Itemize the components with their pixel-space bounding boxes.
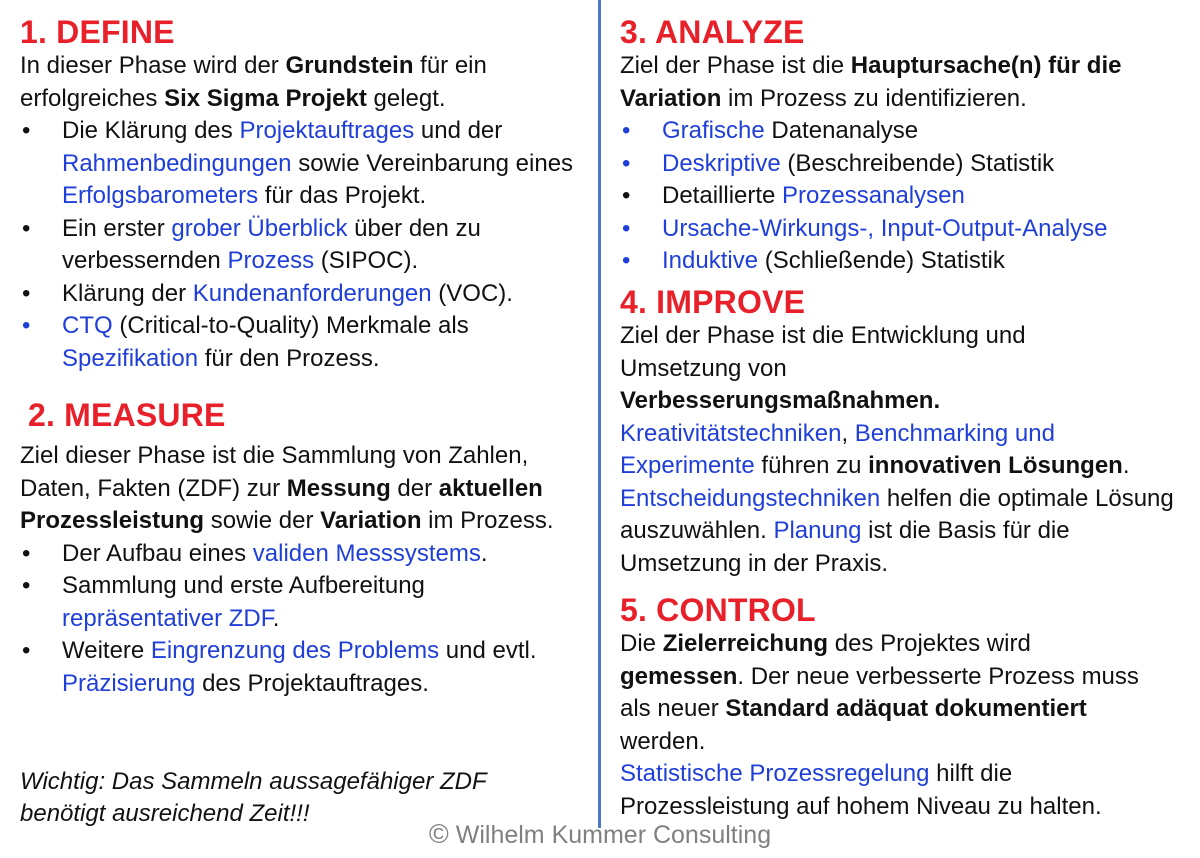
text-run: sowie Vereinbarung eines: [291, 149, 574, 177]
bold-text: Verbesserungsmaßnahmen.: [620, 387, 941, 414]
bold-text: Six Sigma Projekt: [164, 84, 367, 112]
text-run: .: [480, 539, 488, 567]
text-run: (Beschreibende) Statistik: [780, 149, 1055, 177]
measure-heading: 2. MEASURE: [28, 397, 226, 433]
keyword-text: Kreativitätstechniken: [620, 419, 842, 447]
bullet-item: [20, 310, 582, 375]
text-run: Datenanalyse: [764, 117, 919, 144]
measure-body: [20, 440, 582, 700]
bullet-item: [20, 538, 582, 571]
text-run: der: [390, 474, 439, 502]
bullet-item: [620, 148, 1195, 181]
keyword-text: Kundenanforderungen: [192, 279, 432, 307]
bold-text: Hauptursache(n) für die Variation: [620, 52, 1122, 112]
improve-heading: 4. IMPROVE: [620, 284, 806, 320]
define-section: [20, 14, 582, 375]
keyword-text: Präzisierung: [62, 669, 196, 697]
text-run: sowie der: [204, 507, 321, 534]
measure-note-line-2: benötigt ausreichend Zeit!!!: [20, 800, 310, 827]
text-run: führen zu: [754, 452, 869, 479]
keyword-text: validen Messsystems: [252, 539, 481, 567]
keyword-text: Spezifikation: [62, 344, 199, 372]
text-run: helfen die optimale Lösung auszuwählen.: [620, 484, 1174, 544]
text-run: ist die Basis für die Umsetzung in der Praxis.: [620, 517, 1070, 577]
bullet-item: [620, 180, 1195, 213]
keyword-text: Grafische: [662, 117, 765, 144]
define-bullets: [20, 115, 582, 375]
footer-copyright: [0, 819, 1200, 850]
keyword-text: Entscheidungstechniken: [620, 484, 881, 512]
keyword-text: Benchmarking und Experimente: [620, 419, 1055, 479]
keyword-text: CTQ: [62, 312, 113, 339]
text-run: und evtl.: [439, 637, 537, 664]
measure-intro: [20, 440, 565, 538]
text-run: für ein erfolgreiches: [20, 52, 487, 112]
right-column: [620, 0, 1195, 858]
text-run: des Projektauftrages.: [195, 669, 429, 697]
left-column: [20, 0, 582, 858]
measure-section: [28, 397, 582, 433]
keyword-text: Rahmenbedingungen: [62, 149, 292, 177]
text-run: im Prozess.: [421, 507, 554, 534]
text-run: Ein erster: [62, 214, 172, 242]
keyword-text: grober Überblick: [171, 214, 348, 242]
bold-text: Standard adäquat dokumentiert: [725, 695, 1087, 722]
text-run: für das Projekt.: [258, 182, 427, 209]
text-run: für den Prozess.: [198, 344, 380, 372]
keyword-text: repräsentativer ZDF: [62, 604, 273, 632]
bullet-item: [20, 115, 582, 213]
keyword-text: Projektauftrages: [239, 117, 415, 144]
analyze-heading: 3. ANALYZE: [620, 14, 805, 50]
keyword-text: Prozessanalysen: [782, 182, 965, 209]
text-run: und der: [414, 117, 503, 144]
bullet-item: [20, 570, 582, 635]
control-paragraph-2: [620, 758, 1185, 823]
bullet-item: [620, 213, 1195, 246]
control-section: [620, 592, 1195, 823]
improve-section: [620, 284, 1195, 580]
keyword-text: Planung: [773, 517, 862, 544]
bullet-item: [20, 213, 582, 278]
bullet-item: [20, 635, 582, 700]
keyword-text: Prozess: [227, 247, 315, 274]
bold-text: Variation: [320, 507, 422, 534]
improve-paragraph-1: [620, 320, 1090, 418]
text-run: Klärung der: [62, 279, 193, 307]
keyword-text: Statistische Prozessregelung: [620, 760, 930, 787]
footer-text: Wilhelm Kummer Consulting: [455, 821, 772, 849]
text-run: im Prozess zu identifizieren.: [721, 84, 1027, 112]
text-run: . Der neue verbesserte Prozess muss als neuer: [620, 662, 1139, 722]
text-run: Die: [620, 630, 663, 657]
define-intro: [20, 50, 560, 115]
improve-paragraph-2: [620, 418, 1185, 581]
control-heading: 5. CONTROL: [620, 592, 816, 628]
text-run: (SIPOC).: [314, 247, 419, 274]
text-run: Ziel dieser Phase ist die Sammlung von Zahlen, Daten, Fakten (ZDF) zur: [20, 442, 529, 502]
keyword-text: Deskriptive: [662, 149, 781, 177]
text-run: werden.: [620, 727, 706, 755]
text-run: (VOC).: [431, 279, 513, 307]
keyword-text: Induktive: [662, 247, 759, 274]
text-run: Weitere: [62, 637, 151, 664]
measure-note-line-1: Wichtig: Das Sammeln aussagefähiger ZDF: [20, 768, 487, 795]
text-run: Detaillierte: [662, 182, 783, 209]
bullet-item: [20, 278, 582, 311]
text-run: hilft die Prozessleistung auf hohem Niveau zu halten.: [620, 760, 1102, 820]
measure-bullets: [20, 538, 582, 701]
text-run: (Critical-to-Quality) Merkmale als: [112, 312, 469, 339]
bold-text: gemessen: [620, 662, 738, 690]
analyze-intro: [620, 50, 1160, 115]
text-run: .: [272, 604, 280, 632]
bold-text: Grundstein: [285, 52, 414, 79]
text-run: über den zu verbessernden: [62, 214, 481, 274]
define-heading: 1. DEFINE: [20, 14, 175, 50]
text-run: .: [1122, 452, 1130, 479]
text-run: ,: [841, 419, 855, 447]
bullet-item: [620, 245, 1195, 278]
text-run: In dieser Phase wird der: [20, 52, 286, 79]
text-run: gelegt.: [366, 84, 446, 112]
bold-text: innovativen Lösungen: [868, 452, 1123, 479]
copyright-icon: ©: [428, 819, 449, 849]
bold-text: Messung: [286, 474, 391, 502]
text-run: (Schließende) Statistik: [758, 247, 1005, 274]
keyword-text: Erfolgsbarometers: [62, 182, 259, 209]
bold-text: aktuellen Prozessleistung: [20, 474, 543, 534]
analyze-section: [620, 14, 1195, 278]
column-divider: [598, 0, 601, 828]
text-run: Ziel der Phase ist die: [620, 52, 851, 79]
text-run: Ziel der Phase ist die Entwicklung und Umsetzung von: [620, 322, 1026, 382]
keyword-text: Eingrenzung des Problems: [150, 637, 440, 664]
keyword-text: Ursache-Wirkungs-, Input-Output-Analyse: [662, 214, 1108, 242]
bullet-item: [620, 115, 1195, 148]
control-paragraph-1: [620, 628, 1140, 758]
text-run: Der Aufbau eines: [62, 539, 253, 567]
text-run: Sammlung und erste Aufbereitung: [62, 572, 425, 599]
analyze-bullets: [620, 115, 1195, 278]
text-run: Die Klärung des: [62, 117, 240, 144]
text-run: des Projektes wird: [828, 630, 1031, 657]
bold-text: Zielerreichung: [662, 630, 829, 657]
